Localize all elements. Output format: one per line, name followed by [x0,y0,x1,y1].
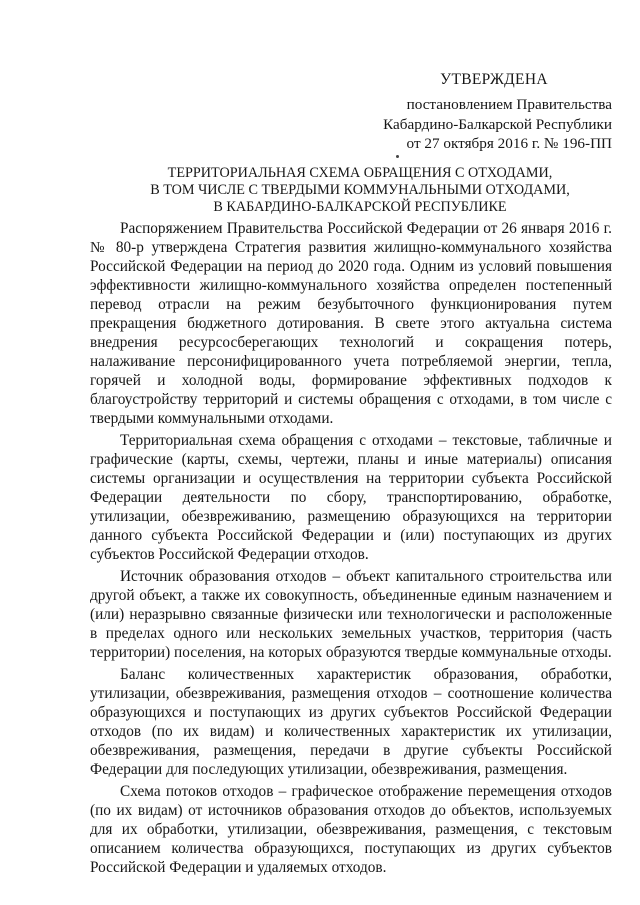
document-body [90,219,612,877]
approval-stamp-heading: УТВЕРЖДЕНА [440,71,548,88]
document-title [140,165,580,216]
paragraph-flow-scheme: Схема потоков отходов – графическое отображение перемещения отходов (по их видам) от источников образования отходов до объектов, используемых для их обработки, утилизации, обезвреживания, размещения, с текстовым описанием количества образующихся, поступающих из других субъектов Российской Федерации и удаляемых отходов. [90,783,612,876]
paragraph-territorial-scheme: Территориальная схема обращения с отходами – текстовые, табличные и графические (карты, схемы, чертежи, планы и иные материалы) описания системы организации и осуществления на территории субъекта Российской Федерации деятельности по сбору, транспортированию, обработке, утилизации, обезвреживанию, размещению образующихся на территории данного субъекта Российской Федерации и (или) поступающих из других субъектов Российской Федерации отходов. [90,432,612,563]
paragraph-balance: Баланс количественных характеристик образования, обработки, утилизации, обезвреживания, размещения отходов – соотношение количества образующихся и поступающих из других субъектов Российской Федерации отходов (по их видам) и количественных характеристик их утилизации, обезвреживания, размещения, передачи в другие субъекты Российской Федерации для последующих утилизации, обезвреживания, размещения. [90,666,612,778]
resolution-reference [340,95,612,154]
paragraph-waste-source: Источник образования отходов – объект капитального строительства или другой объект, а также их совокупность, объединенные единым назначением и (или) неразрывно связанные физически или технологически и расположенные в пределах одного или нескольких земельных участков, территория (часть территории) поселения, на которых образуются твердые коммунальные отходы. [90,568,612,661]
scan-dot [396,155,399,158]
title-line: В ТОМ ЧИСЛЕ С ТВЕРДЫМИ КОММУНАЛЬНЫМИ ОТХОДАМИ, [150,182,570,198]
title-line: В КАБАРДИНО-БАЛКАРСКОЙ РЕСПУБЛИКЕ [213,199,507,215]
title-line: ТЕРРИТОРИАЛЬНАЯ СХЕМА ОБРАЩЕНИЯ С ОТХОДАМИ, [167,165,553,181]
resolution-line: постановлением Правительства [406,96,612,113]
paragraph-strategy: Распоряжением Правительства Российской Федерации от 26 января 2016 г. № 80-р утверждена Стратегия развития жилищно-коммунального хозяйства Российской Федерации на период до 2020 года. Одним из условий повышения эффективности жилищно-коммунального хозяйства определен постепенный перевод отрасли на режим безубыточного функционирования путем прекращения бюджетного дотирования. В свете этого актуальна система внедрения ресурсосберегающих технологий и сокращения потерь, налаживание персонифицированного учета потребляемой энергии, тепла, горячей и холодной воды, формирование эффективных подходов к благоустройству территорий и системы обращения с отходами, в том числе с твердыми коммунальными отходами. [90,220,612,427]
resolution-line: Кабардино-Балкарской Республики [383,115,612,133]
resolution-line: от 27 октября 2016 г. № 196-ПП [406,135,612,152]
